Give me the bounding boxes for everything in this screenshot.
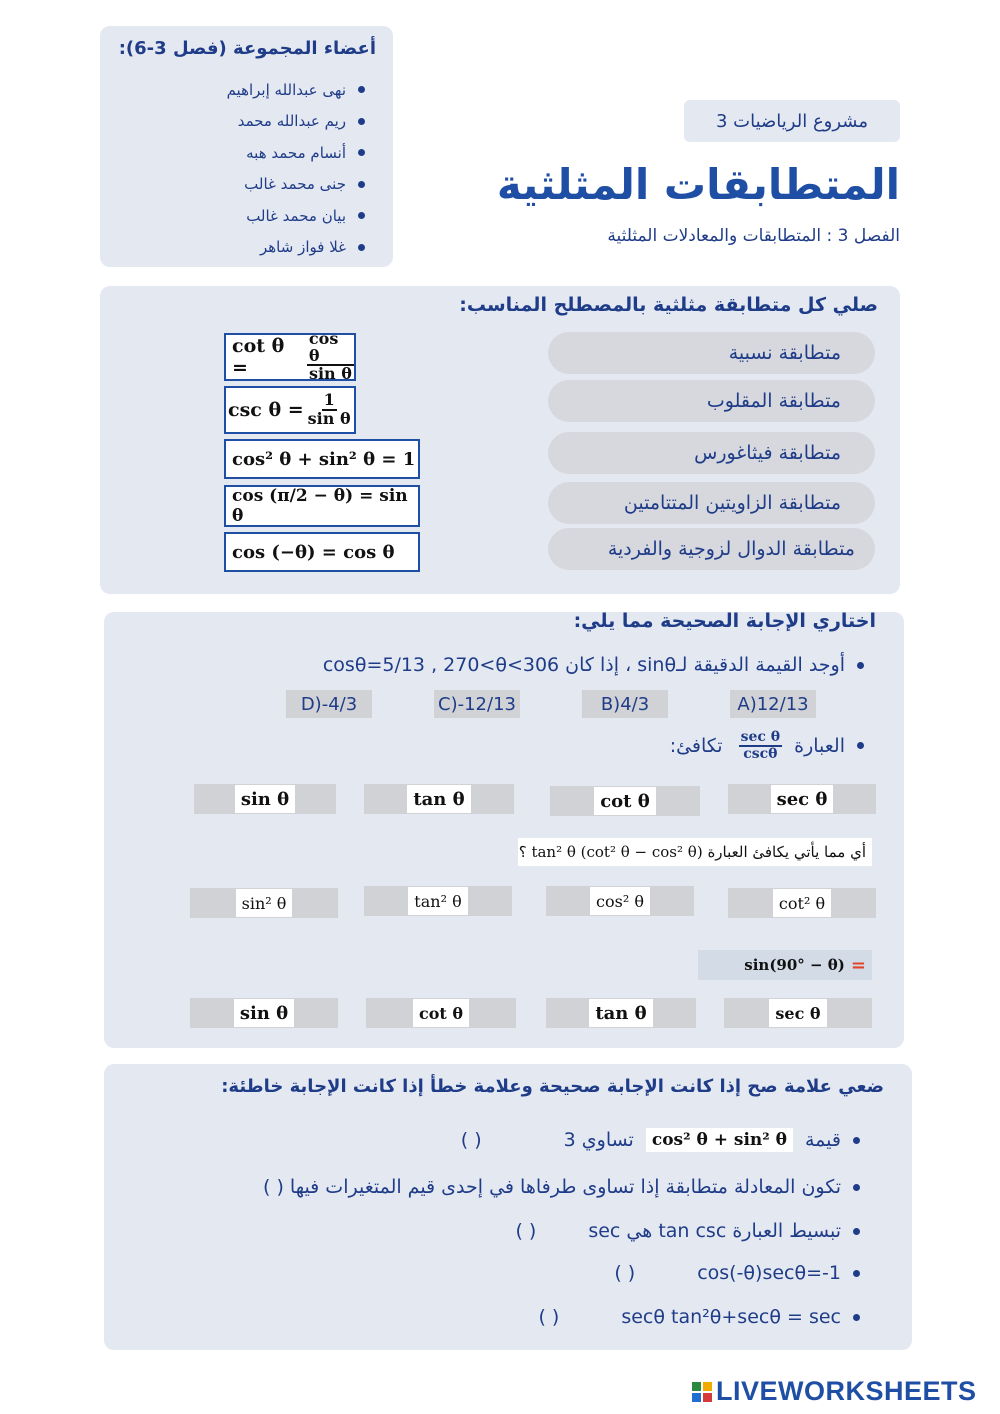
bullet-icon — [358, 181, 365, 188]
q2-option-sin[interactable]: sin θ — [194, 784, 336, 814]
q4-expression: sin(90° − θ) = — [698, 950, 872, 980]
formula-cofunction[interactable]: cos (π/2 − θ) = sin θ — [224, 485, 420, 527]
footer-logo — [692, 1376, 977, 1407]
truefalse-heading: ضعي علامة صح إذا كانت الإجابة صحيحة وعلامة خطأ إذا كانت الإجابة خاطئة: — [221, 1076, 884, 1097]
tf-answer-5[interactable]: ( ) — [538, 1306, 560, 1328]
q1-option-c[interactable]: C)-12/13 — [434, 690, 520, 718]
q2-option-sec[interactable]: sec θ — [728, 784, 876, 814]
formula-cot-quotient[interactable]: cot θ = $\frac{\text{cos θ}}{\text{sin θ}}$ — [224, 333, 356, 381]
bullet-icon — [853, 1314, 860, 1321]
q1-text: أوجد القيمة الدقيقة لـsinθ ، إذا كان cosθ=5/13 , 270<θ<306 — [323, 654, 864, 676]
bullet-icon — [857, 742, 864, 749]
q3-option-cot2[interactable]: cot² θ — [728, 888, 876, 918]
tf-statement-3: تبسيط العبارة tan csc هي sec ( ) — [515, 1220, 860, 1242]
member-item: أنسام محمد هبه — [130, 137, 365, 169]
tf-statement-1: قيمة cos² θ + sin² θ تساوي 3 ( ) — [461, 1128, 860, 1152]
matching-heading: صلي كل متطابقة مثلثية بالمصطلح المناسب: — [459, 294, 878, 316]
formula-even-odd[interactable]: cos (−θ) = cos θ — [224, 532, 420, 572]
q1-option-d[interactable]: D)-4/3 — [286, 690, 372, 718]
q4-option-sin[interactable]: sin θ — [190, 998, 338, 1028]
member-item: جنى محمد غالب — [130, 169, 365, 201]
member-item: نهى عبدالله إبراهيم — [130, 74, 365, 106]
q3-option-sin2[interactable]: sin² θ — [190, 888, 338, 918]
tf-statement-2: تكون المعادلة متطابقة إذا تساوى طرفاها في إحدى قيم المتغيرات فيها ( ) — [263, 1176, 860, 1198]
liveworksheets-logo-icon — [692, 1382, 712, 1402]
bullet-icon — [857, 662, 864, 669]
tf-statement-4: cos(-θ)secθ=-1 ( ) — [614, 1262, 860, 1284]
fraction: $\frac{1}{\text{sin θ}}$ — [307, 390, 351, 428]
bullet-icon — [853, 1270, 860, 1277]
q2-option-tan[interactable]: tan θ — [364, 784, 514, 814]
tf-answer-3[interactable]: ( ) — [515, 1220, 537, 1242]
term-ratio[interactable]: متطابقة نسبية — [548, 332, 875, 374]
q1-option-a[interactable]: A)12/13 — [730, 690, 816, 718]
formula-csc-reciprocal[interactable]: csc θ = $\frac{1}{\text{sin θ}}$ — [224, 386, 356, 434]
q2-option-cot[interactable]: cot θ — [550, 786, 700, 816]
formula-pythagorean[interactable]: cos² θ + sin² θ = 1 — [224, 439, 420, 479]
q3-option-tan2[interactable]: tan² θ — [364, 886, 512, 916]
project-label-box — [684, 100, 900, 142]
bullet-icon — [853, 1228, 860, 1235]
tf-statement-5: secθ tan²θ+secθ = sec ( ) — [538, 1306, 860, 1328]
q3-option-cos2[interactable]: cos² θ — [546, 886, 694, 916]
q4-option-sec[interactable]: sec θ — [724, 998, 872, 1028]
tf-answer-4[interactable]: ( ) — [614, 1262, 636, 1284]
bullet-icon — [358, 244, 365, 251]
footer-brand: LIVEWORKSHEETS — [716, 1376, 977, 1406]
members-list — [130, 74, 365, 263]
q4-option-cot[interactable]: cot θ — [366, 998, 516, 1028]
bullet-icon — [358, 118, 365, 125]
bullet-icon — [358, 86, 365, 93]
member-item: بيان محمد غالب — [130, 200, 365, 232]
q4-option-tan[interactable]: tan θ — [546, 998, 696, 1028]
q3-text: أي مما يأتي يكافئ العبارة tan² θ (cot² θ − cos² θ) ؟ — [518, 838, 872, 866]
bullet-icon — [358, 149, 365, 156]
mcq-panel — [104, 612, 904, 1048]
term-pythagorean[interactable]: متطابقة فيثاغورس — [548, 432, 875, 474]
fraction: $\frac{\text{sec θ}}{\csc\theta}$ — [740, 729, 781, 762]
term-cofunction[interactable]: متطابقة الزاويتين المتتامتين — [548, 482, 875, 524]
bullet-icon — [358, 212, 365, 219]
bullet-icon — [853, 1184, 860, 1191]
term-reciprocal[interactable]: متطابقة المقلوب — [548, 380, 875, 422]
members-heading: أعضاء المجموعة (فصل 3-6): — [118, 38, 376, 59]
page-subtitle: الفصل 3 : المتطابقات والمعادلات المثلثية — [607, 226, 900, 246]
member-item: غلا فواز شاهر — [130, 232, 365, 264]
fraction: $\frac{\text{cos θ}}{\text{sin θ}}$ — [307, 331, 354, 383]
member-item: ريم عبدالله محمد — [130, 106, 365, 138]
term-even-odd[interactable]: متطابقة الدوال لزوجية والفردية — [548, 528, 875, 570]
mcq-heading: اختاري الإجابة الصحيحة مما يلي: — [573, 610, 876, 632]
q1-option-b[interactable]: B)4/3 — [582, 690, 668, 718]
page-title: المتطابقات المثلثية — [496, 160, 900, 209]
bullet-icon — [853, 1137, 860, 1144]
project-label: مشروع الرياضيات 3 — [715, 110, 869, 132]
q2-text: العبارة $\frac{\text{sec θ}}{\csc\theta}$ تكافئ: — [670, 730, 864, 761]
tf-answer-1[interactable]: ( ) — [460, 1129, 482, 1151]
